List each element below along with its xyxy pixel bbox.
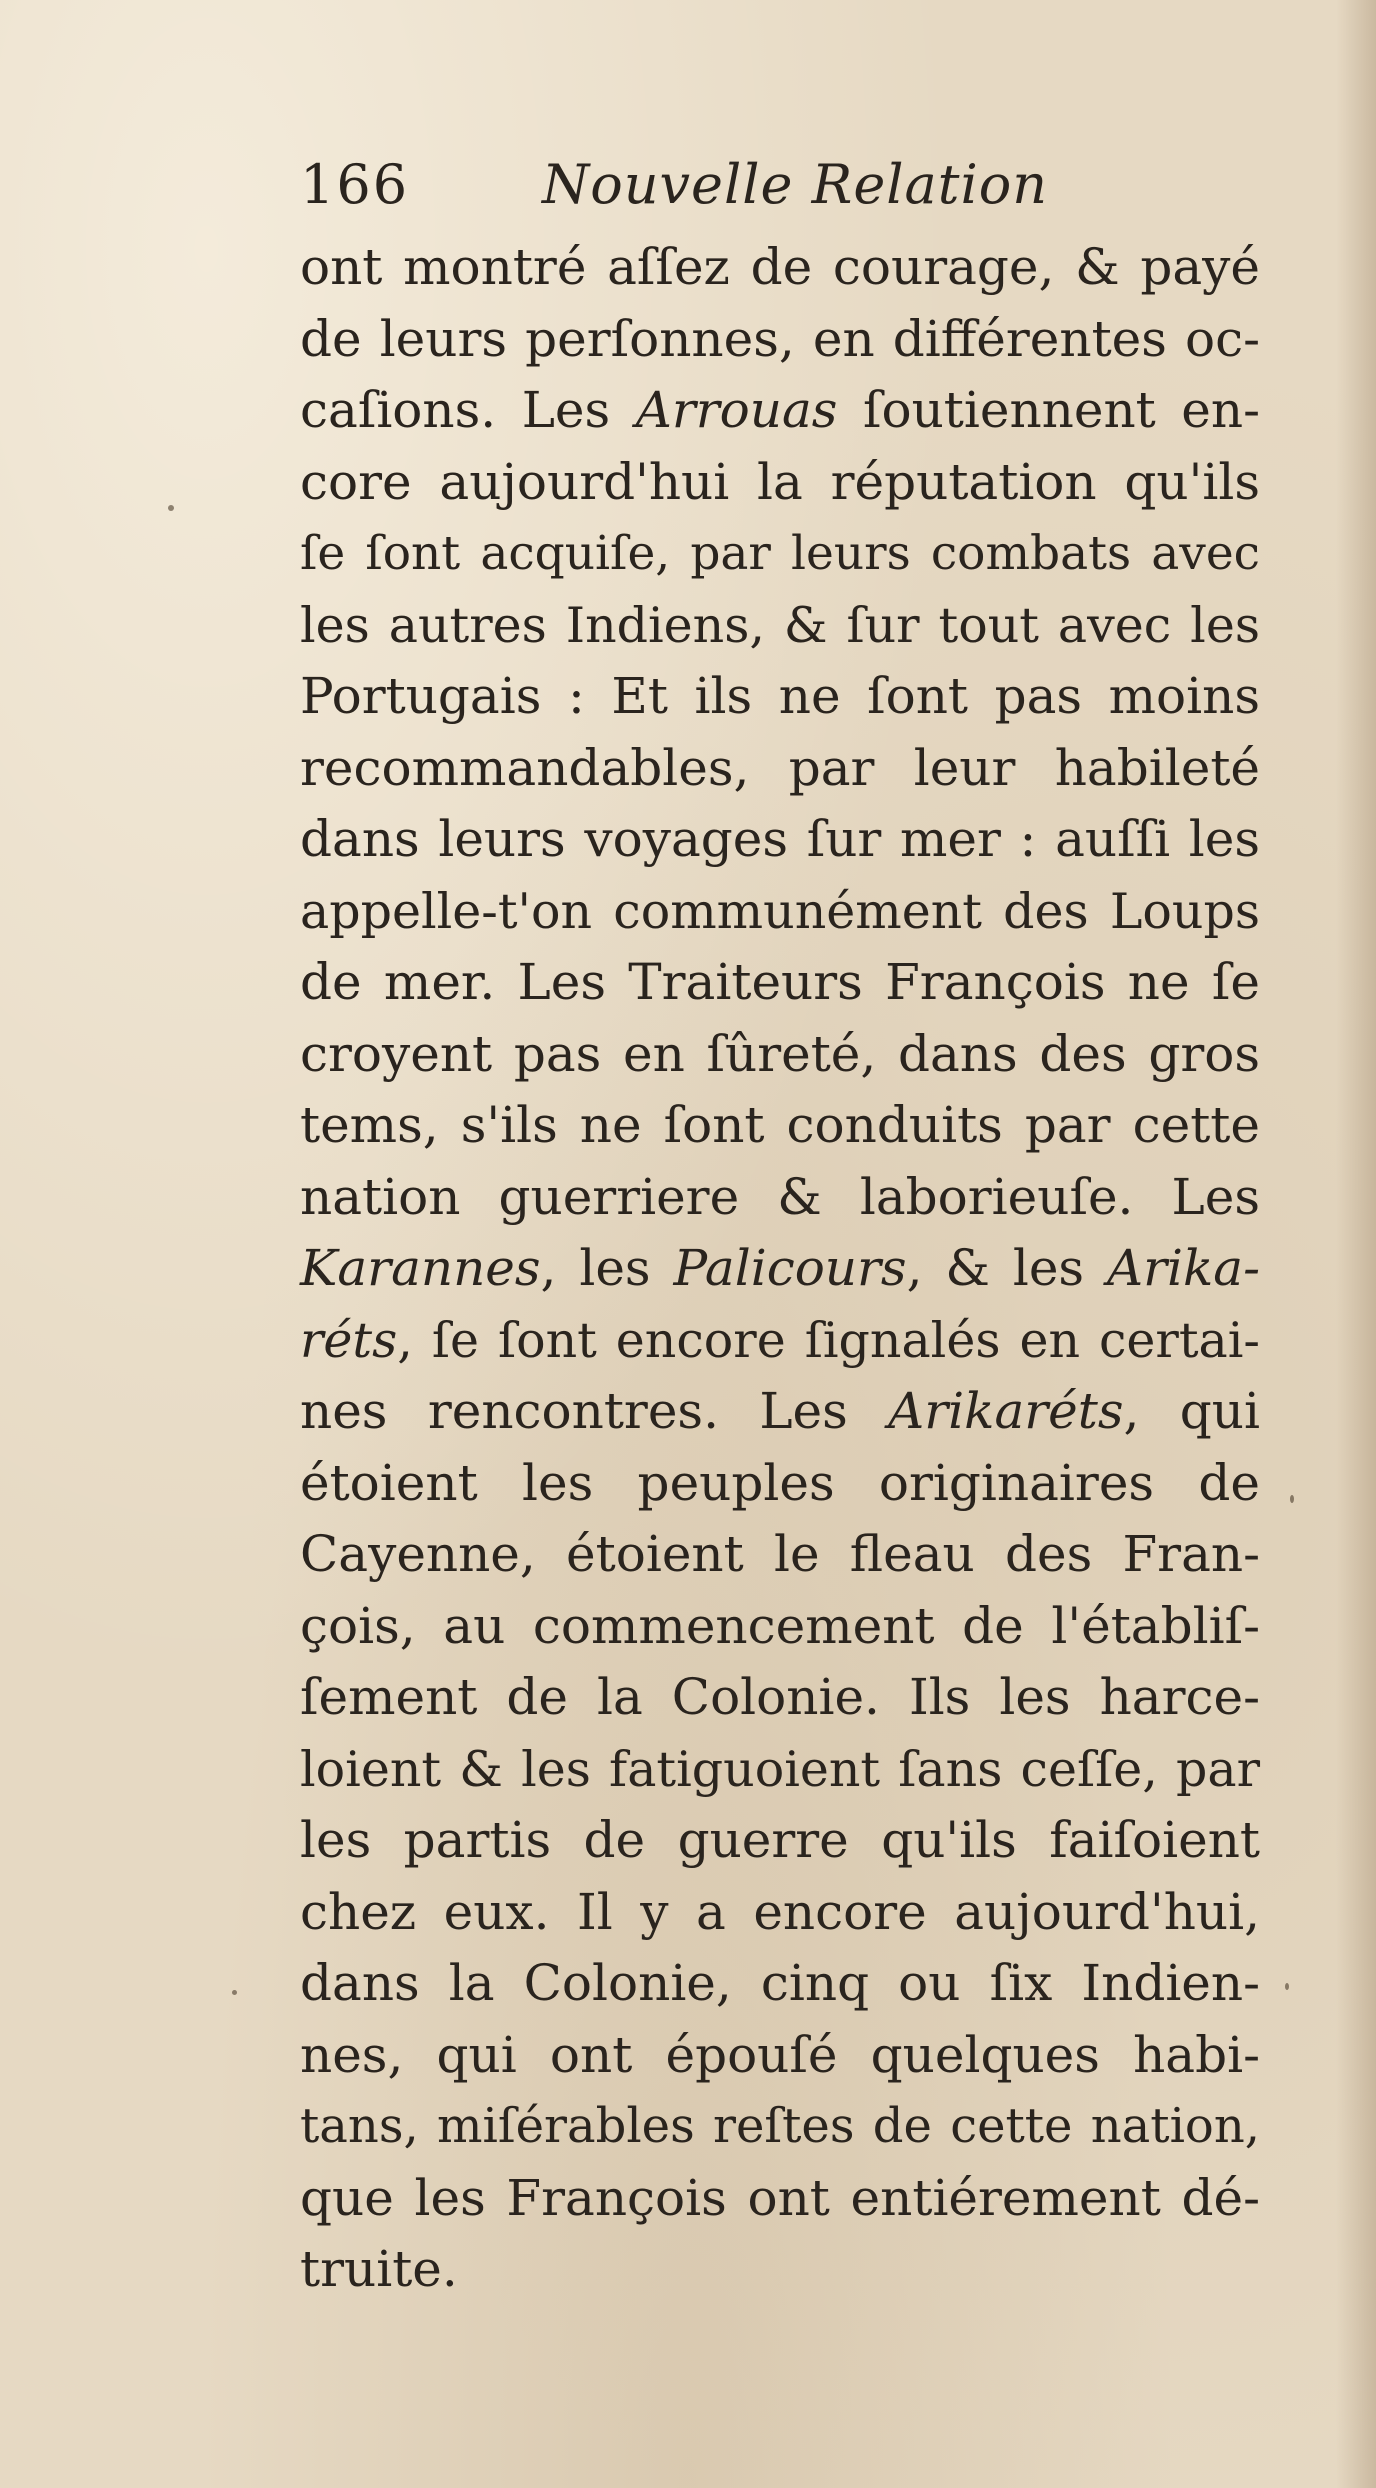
text-segment: ont montré aſſez de courage, & payé [300,238,1260,296]
page-number: 166 [300,153,410,216]
text-segment: les partis de guerre qu'ils faiſoient [300,1811,1260,1869]
text-line [300,804,1260,876]
text-line [300,1019,1260,1091]
page-header [300,145,1200,225]
text-segment: nes rencontres. Les [300,1382,889,1440]
text-segment: de mer. Les Traiteurs François ne ſe [300,953,1260,1011]
text-line [300,1305,1260,1377]
text-segment: étoient les peuples originaires de [300,1453,1260,1512]
text-line [300,733,1260,805]
text-line [300,1948,1260,2020]
text-line [300,447,1260,519]
body-text [300,232,1260,2306]
text-line [300,1591,1260,1663]
text-line [300,1162,1260,1234]
text-segment: , qui [1123,1382,1260,1440]
text-segment: les autres Indiens, & ſur tout avec les [300,596,1260,654]
text-line [300,1233,1260,1305]
page-edge-shadow [1336,0,1376,2488]
text-segment: çois, au commencement de l'établiſ- [300,1596,1260,1655]
text-line [300,1734,1260,1806]
text-line [300,1519,1260,1591]
text-segment: que les François ont entiérement dé- [300,2168,1260,2227]
text-segment: tans, miſérables reſtes de cette nation, [300,2098,1260,2154]
running-title: Nouvelle Relation [542,153,1049,216]
text-segment: nes, qui ont épouſé quelques habi- [300,2025,1260,2084]
text-line [300,1877,1260,1949]
text-line [300,2163,1260,2235]
text-line [300,304,1260,376]
text-segment: appelle-t'on communément des Loups [300,882,1260,940]
text-line [300,590,1260,662]
text-segment: de leurs perſonnes, en différentes oc- [300,309,1260,368]
text-line [300,876,1260,948]
italic-name: Palicours [673,1239,907,1297]
text-line [300,1805,1260,1877]
text-segment: nation guerriere & laborieuſe. Les [300,1167,1260,1226]
text-segment: , les [540,1239,674,1297]
text-line [300,1090,1260,1162]
text-segment: truite. [300,2240,458,2298]
text-line [300,1448,1260,1520]
text-line [300,375,1260,447]
text-line [300,2091,1260,2163]
italic-name: Arikaréts [888,1382,1124,1440]
text-segment: chez eux. Il y a encore aujourd'hui, [300,1882,1260,1941]
text-line [300,1376,1260,1448]
text-segment: ſoutiennent en- [837,381,1260,439]
paper-speck [1290,1495,1294,1503]
paper-speck [232,1990,237,1995]
text-segment: caſions. Les [300,381,636,439]
text-segment: croyent pas en ſûreté, dans des gros [300,1024,1260,1083]
text-segment: , & les [906,1239,1107,1297]
text-segment: tems, s'ils ne ſont conduits par cette [300,1096,1260,1154]
text-line [300,2234,1260,2306]
paper-speck [1285,1983,1289,1990]
text-line [300,2020,1260,2092]
text-segment: , ſe ſont encore ſignalés en certai- [397,1311,1260,1369]
text-line [300,518,1260,590]
text-line [300,947,1260,1019]
text-line [300,1662,1260,1734]
text-segment: dans leurs voyages ſur mer : auſſi les [300,810,1260,868]
text-line [300,232,1260,304]
italic-name: réts [300,1311,398,1369]
text-segment: dans la Colonie, cinq ou ſix Indien- [300,1954,1260,2012]
text-segment: ſe ſont acquiſe, par leurs combats avec [300,526,1260,581]
text-segment: Portugais : Et ils ne ſont pas moins [300,667,1260,725]
text-segment: recommandables, par leur habileté [300,738,1260,797]
text-segment: Cayenne, étoient le fleau des Fran- [300,1525,1260,1583]
italic-name: Karannes [300,1239,541,1297]
text-line [300,661,1260,733]
text-segment: ſement de la Colonie. Ils les harce- [300,1668,1260,1726]
text-segment: loient & les fatiguoient ſans ceſſe, par [300,1740,1260,1798]
italic-name: Arrouas [635,381,838,439]
text-segment: core aujourd'hui la réputation qu'ils [300,452,1260,511]
paper-speck [168,505,174,511]
italic-name: Arika- [1106,1239,1260,1297]
